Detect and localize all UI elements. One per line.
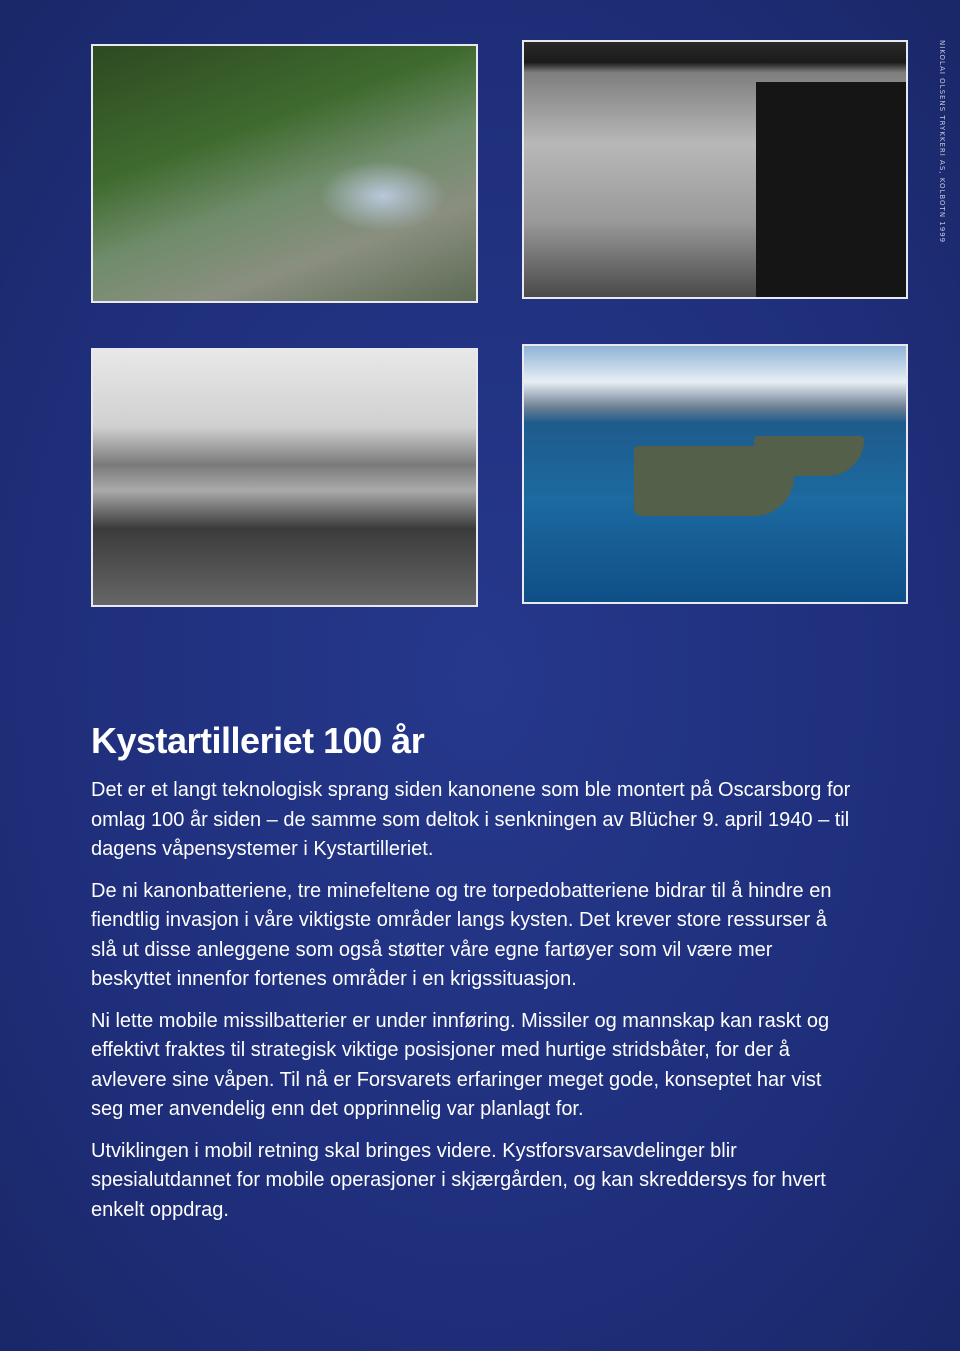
page-title: Kystartilleriet 100 år [91, 720, 425, 761]
combat-boat [754, 436, 864, 476]
torpedo-photo [522, 40, 908, 299]
combat-boats-photo [522, 344, 908, 604]
soldiers-boat-photo [91, 348, 478, 607]
coastal-cannon-photo [91, 44, 478, 303]
body-text [91, 776, 851, 1237]
printer-credit: NIKOLAI OLSENS TRYKKERI AS, KOLBOTN 1999 [938, 40, 946, 244]
paragraph: Det er et langt teknologisk sprang siden kanonene som ble montert på Oscarsborg for omlag 100 år siden – de samme som deltok i senkningen av Blücher 9. april 1940 – til dagens våpensystemer i Kystartilleriet. [91, 779, 851, 860]
paragraph: De ni kanonbatteriene, tre minefeltene og tre torpedobatteriene bidrar til å hindre en fiendtlig invasjon i våre viktigste områder langs kysten. Det krever store ressurser å slå ut disse anleggene som også støtter våre egne fartøyer som vil være mer beskyttet innenfor fortenes områder i en krigssituasjon. [91, 879, 832, 990]
paragraph: Utviklingen i mobil retning skal bringes videre. Kystforsvarsavdelinger blir spesialutdannet for mobile operasjoner i skjærgården, og kan skreddersys for hvert enkelt oppdrag. [91, 1139, 826, 1221]
paragraph: Ni lette mobile missilbatterier er under innføring. Missiler og mannskap kan raskt og effektivt fraktes til strategisk viktige posisjoner med hurtige stridsbåter, for der å avlevere sine våpen. Til nå er Forsvarets erfaringer meget gode, konseptet har vist seg mer anvendelig enn det opprinnelig var planlagt for. [91, 1009, 830, 1120]
